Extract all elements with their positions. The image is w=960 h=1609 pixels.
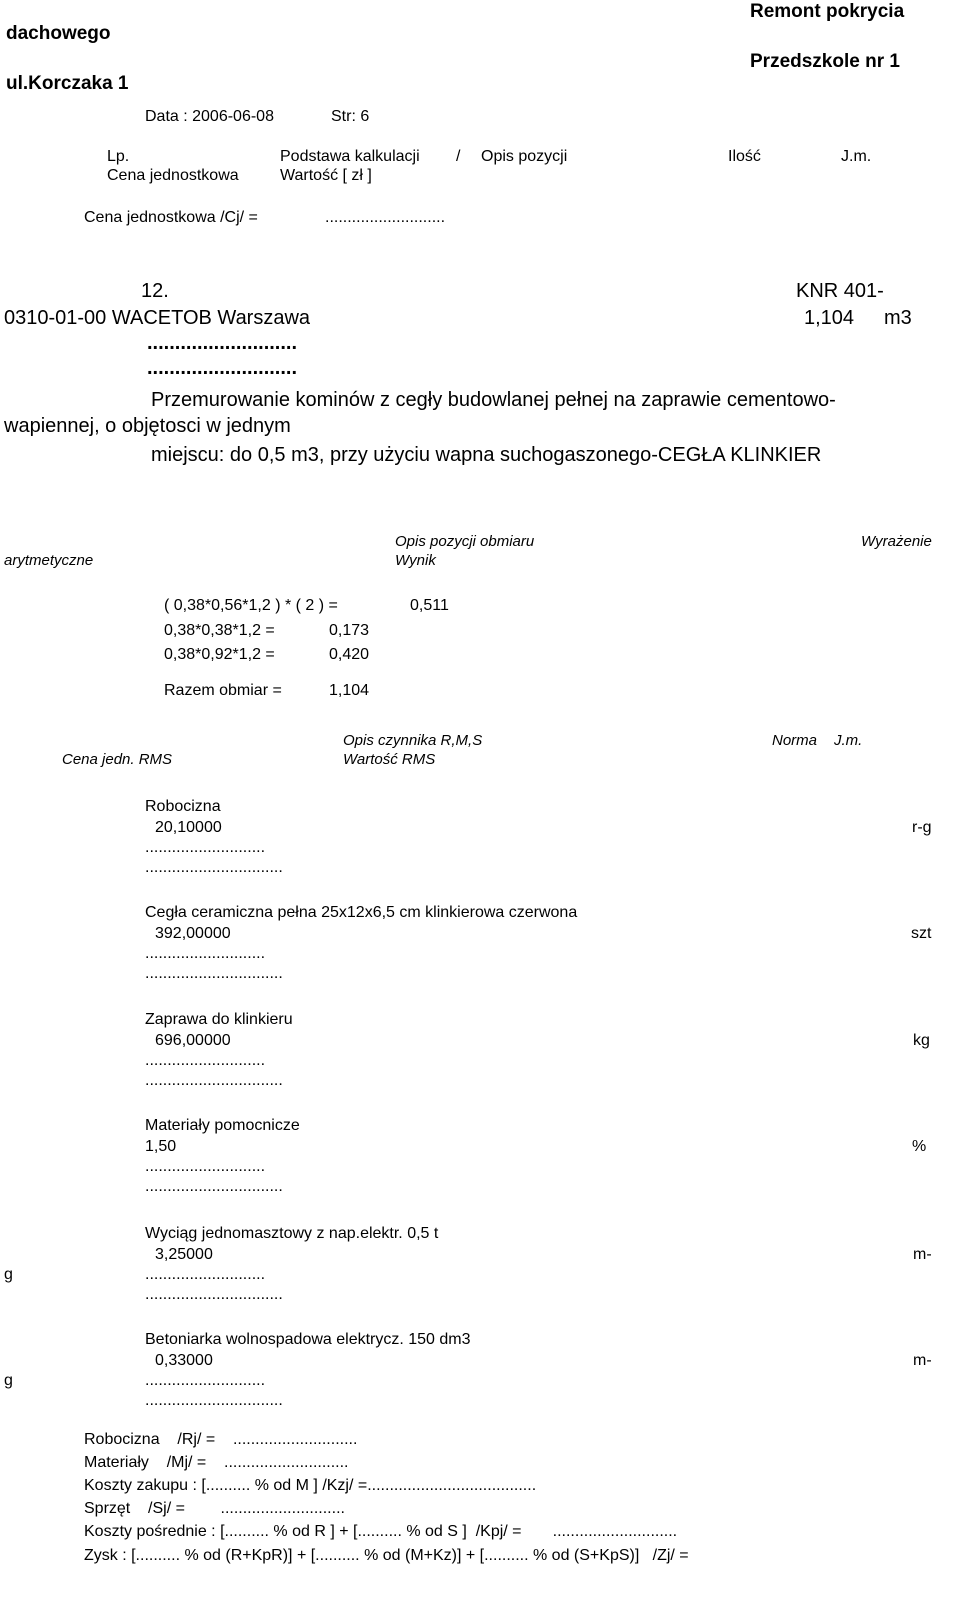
column-unit: J.m. <box>841 148 872 165</box>
rms-header-norm: Norma <box>772 732 818 749</box>
rms-item-dots: ............................... <box>145 859 283 876</box>
column-unit-price: Cena jednostkowa <box>107 167 239 184</box>
rms-item-dots: ........................... <box>145 945 266 962</box>
header-left-line2: ul.Korczaka 1 <box>6 73 129 94</box>
rms-item-name: Betoniarka wolnospadowa elektrycz. 150 dm3 <box>145 1331 471 1348</box>
summary-profit: Zysk : [.......... % od (R+KpR)] + [.......... % od (M+Kz)] + [.......... % od (S+KpS)] /Zj/ = <box>84 1547 689 1564</box>
position-description-line3: miejscu: do 0,5 m3, przy użyciu wapna suchogaszonego-CEGŁA KLINKIER <box>151 444 822 466</box>
column-basis: Podstawa kalkulacji <box>280 148 420 165</box>
rms-item-dots: ............................... <box>145 1392 283 1409</box>
rms-item-dots: ............................... <box>145 1286 283 1303</box>
rms-item-unit: r-g <box>912 819 932 836</box>
column-description: Opis pozycji <box>481 148 568 165</box>
rms-item-name: Materiały pomocnicze <box>145 1117 300 1134</box>
rms-item-name: Wyciąg jednomasztowy z nap.elektr. 0,5 t <box>145 1225 439 1242</box>
rms-item-norm: 0,33000 <box>155 1352 213 1369</box>
header-right-line2: Przedszkole nr 1 <box>750 51 900 72</box>
unit-price-dots: ........................... <box>325 209 446 226</box>
measurement-total-value: 1,104 <box>329 682 370 699</box>
page-number: Str: 6 <box>331 108 370 125</box>
position-dots-2: ........................... <box>147 357 298 379</box>
rms-item-norm: 392,00000 <box>155 925 231 942</box>
measurement-total-label: Razem obmiar = <box>164 682 282 699</box>
rms-item-name: Cegła ceramiczna pełna 25x12x6,5 cm klinkierowa czerwona <box>145 904 578 921</box>
position-quantity: 1,104 <box>804 307 855 329</box>
rms-item-dots: ........................... <box>145 1266 266 1283</box>
position-description-line2: wapiennej, o objętosci w jednym <box>4 415 291 437</box>
header-left-line1: dachowego <box>6 23 111 44</box>
summary-indirect-costs: Koszty pośrednie : [.......... % od R ] + [.......... % od S ] /Kpj/ = ............................ <box>84 1523 678 1540</box>
rms-item-norm: 1,50 <box>145 1138 177 1155</box>
measurement-result: 0,420 <box>329 646 370 663</box>
column-quantity: Ilość <box>728 148 761 165</box>
measurement-header-description: Opis pozycji obmiaru <box>395 533 535 550</box>
position-code: 0310-01-00 WACETOB Warszawa <box>4 307 311 329</box>
summary-equipment: Sprzęt /Sj/ = ............................ <box>84 1500 345 1517</box>
measurement-header-result: Wynik <box>395 552 436 569</box>
rms-header-value: Wartość RMS <box>343 751 436 768</box>
position-knr: KNR 401- <box>796 280 884 302</box>
rms-item-unit: kg <box>913 1032 930 1049</box>
rms-header-description: Opis czynnika R,M,S <box>343 732 483 749</box>
rms-item-dots: ........................... <box>145 839 266 856</box>
rms-item-dots: ........................... <box>145 1158 266 1175</box>
rms-item-unit-continuation: g <box>4 1266 13 1283</box>
rms-item-norm: 696,00000 <box>155 1032 231 1049</box>
unit-price-label: Cena jednostkowa /Cj/ = <box>84 209 258 226</box>
summary-materials: Materiały /Mj/ = ............................ <box>84 1454 349 1471</box>
summary-labor: Robocizna /Rj/ = ............................ <box>84 1431 358 1448</box>
rms-item-dots: ............................... <box>145 1072 283 1089</box>
measurement-result: 0,511 <box>410 597 449 614</box>
rms-item-unit-continuation: g <box>4 1372 13 1389</box>
rms-item-unit: szt <box>911 925 932 942</box>
summary-purchase-costs: Koszty zakupu : [.......... % od M ] /Kzj/ =...................................... <box>84 1477 537 1494</box>
rms-item-norm: 3,25000 <box>155 1246 213 1263</box>
measurement-expression: 0,38*0,38*1,2 = <box>164 622 275 639</box>
position-description-line1: Przemurowanie kominów z cegły budowlanej pełnej na zaprawie cementowo- <box>151 389 836 411</box>
rms-header-price: Cena jedn. RMS <box>62 751 173 768</box>
position-dots-1: ........................... <box>147 332 298 354</box>
rms-item-dots: ........................... <box>145 1052 266 1069</box>
rms-item-dots: ........................... <box>145 1372 266 1389</box>
measurement-result: 0,173 <box>329 622 370 639</box>
measurement-header-expression: Wyrażenie <box>861 533 932 550</box>
column-value: Wartość [ zł ] <box>280 167 372 184</box>
measurement-expression: ( 0,38*0,56*1,2 ) * ( 2 ) = <box>164 597 338 614</box>
document-date: Data : 2006-06-08 <box>145 108 274 125</box>
rms-item-dots: ............................... <box>145 965 283 982</box>
column-lp: Lp. <box>107 148 130 165</box>
measurement-expression: 0,38*0,92*1,2 = <box>164 646 275 663</box>
rms-item-unit: m- <box>913 1246 932 1263</box>
measurement-header-arithmetic: arytmetyczne <box>4 552 94 569</box>
header-right-line1: Remont pokrycia <box>750 1 905 22</box>
position-unit: m3 <box>884 307 912 329</box>
rms-item-norm: 20,10000 <box>155 819 222 836</box>
rms-item-name: Robocizna <box>145 798 221 815</box>
rms-item-unit: m- <box>913 1352 932 1369</box>
rms-header-unit: J.m. <box>834 732 863 749</box>
rms-item-name: Zaprawa do klinkieru <box>145 1011 293 1028</box>
position-number: 12. <box>141 280 169 302</box>
rms-item-dots: ............................... <box>145 1178 283 1195</box>
rms-item-unit: % <box>912 1138 927 1155</box>
column-slash: / <box>456 148 461 165</box>
